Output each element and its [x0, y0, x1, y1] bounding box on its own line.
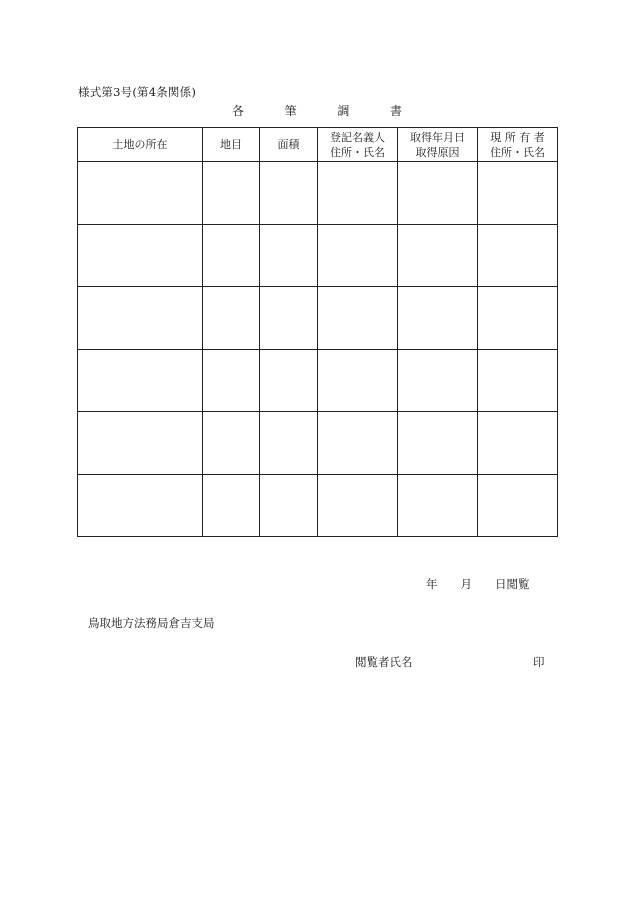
header-current-owner — [478, 128, 558, 162]
title-char: 筆 — [284, 104, 297, 118]
form-number: 様式第3号(第4条関係) — [78, 85, 197, 99]
table-cell — [78, 412, 203, 475]
table-cell — [318, 349, 398, 412]
header-land-category — [203, 128, 260, 162]
table-cell — [78, 474, 203, 537]
table-row — [78, 224, 558, 287]
table-cell — [398, 287, 478, 350]
table-cell — [203, 474, 260, 537]
table-cell — [260, 412, 318, 475]
table-cell — [478, 412, 558, 475]
table-row — [78, 287, 558, 350]
table-cell — [78, 224, 203, 287]
table-cell — [203, 349, 260, 412]
header-location-label: 土地の所在 — [112, 138, 168, 151]
header-registered-owner-line2: 住所・氏名 — [330, 145, 385, 159]
table-cell — [78, 349, 203, 412]
viewing-date: 年 月 日閲覧 — [426, 577, 530, 591]
table-cell — [260, 349, 318, 412]
table-cell — [203, 412, 260, 475]
header-current-owner-line2: 住所・氏名 — [490, 145, 545, 159]
table-cell — [398, 349, 478, 412]
table-cell — [478, 474, 558, 537]
header-location — [78, 128, 203, 162]
table-cell — [260, 224, 318, 287]
table-cell — [318, 287, 398, 350]
office-name: 鳥取地方法務局倉吉支局 — [88, 616, 215, 630]
header-acquisition-line2: 取得原因 — [415, 145, 460, 159]
table-cell — [318, 162, 398, 225]
table-cell — [78, 162, 203, 225]
table-cell — [398, 224, 478, 287]
seal-mark: 印 — [533, 655, 545, 669]
viewer-name-label: 閲覧者氏名 — [355, 655, 413, 669]
table-cell — [260, 287, 318, 350]
table-cell — [478, 349, 558, 412]
table-cell — [478, 287, 558, 350]
table-row — [78, 474, 558, 537]
table-cell — [478, 224, 558, 287]
table-cell — [318, 474, 398, 537]
header-current-owner-line1: 現 所 有 者 — [490, 130, 545, 144]
header-registered-owner — [318, 128, 398, 162]
table-cell — [398, 474, 478, 537]
header-registered-owner-line1: 登記名義人 — [330, 130, 385, 144]
title-char: 書 — [389, 104, 402, 118]
table-cell — [78, 287, 203, 350]
title-char: 各 — [232, 104, 245, 118]
header-acquisition-line1: 取得年月日 — [410, 130, 465, 144]
header-area-label: 面積 — [277, 138, 300, 151]
table-row — [78, 349, 558, 412]
table-cell — [203, 162, 260, 225]
table-cell — [318, 224, 398, 287]
document-title — [232, 102, 402, 119]
table-cell — [478, 162, 558, 225]
survey-table — [77, 127, 558, 537]
header-land-category-label: 地目 — [220, 138, 242, 151]
title-char: 調 — [337, 104, 350, 118]
table-cell — [318, 412, 398, 475]
header-acquisition — [398, 128, 478, 162]
table-cell — [398, 162, 478, 225]
table-cell — [203, 224, 260, 287]
table-row — [78, 412, 558, 475]
table-cell — [260, 162, 318, 225]
table-header-row — [78, 128, 558, 162]
header-area — [260, 128, 318, 162]
table-cell — [203, 287, 260, 350]
table-cell — [398, 412, 478, 475]
table-cell — [260, 474, 318, 537]
table-row — [78, 162, 558, 225]
